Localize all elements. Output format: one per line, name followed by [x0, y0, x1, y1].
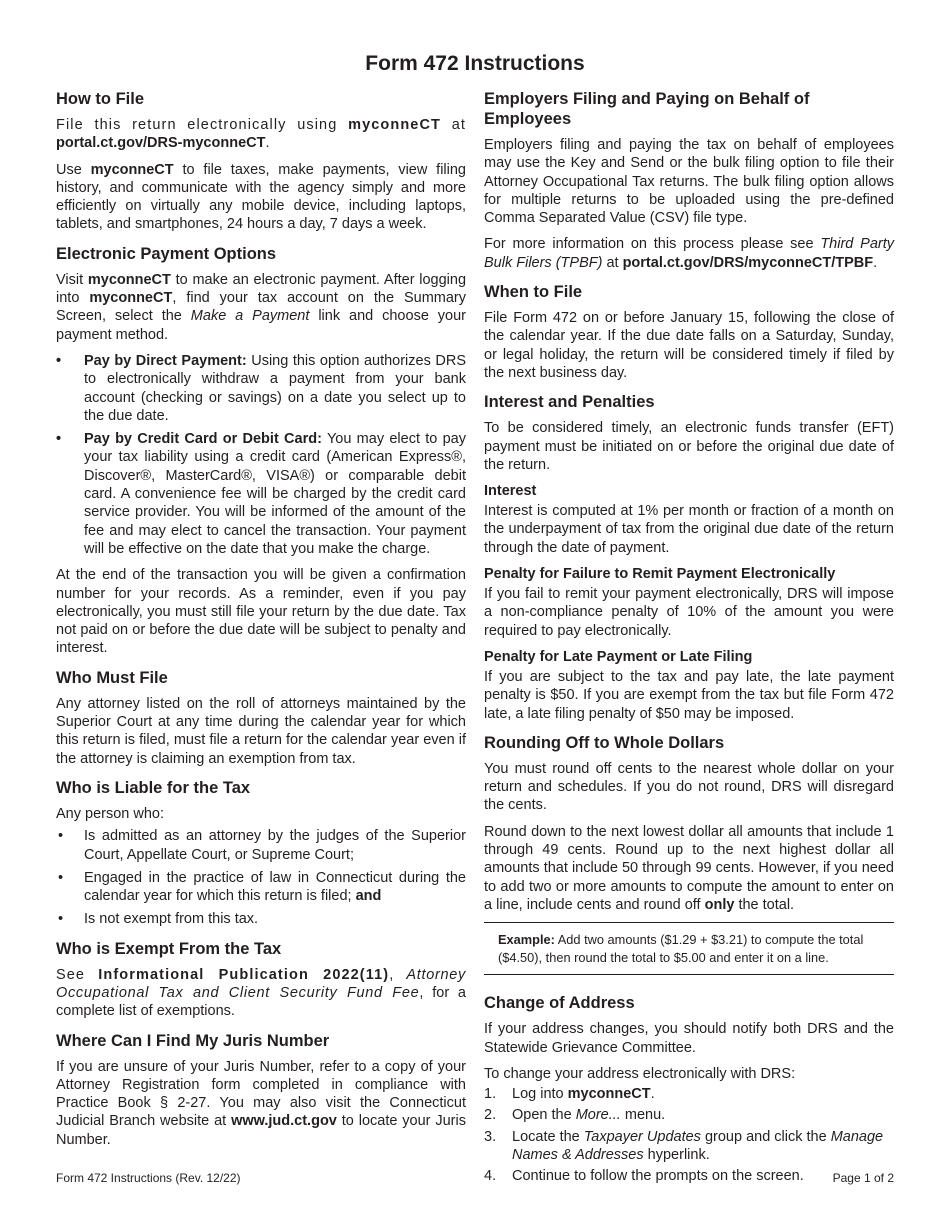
section-who-is-liable: [56, 778, 466, 929]
section-who-must-file: [56, 668, 466, 768]
heading-who-must-file: Who Must File: [56, 668, 168, 687]
heading-interest-penalties: Interest and Penalties: [484, 393, 655, 412]
footer-form-revision: Form 472 Instructions (Rev. 12/22): [56, 1171, 241, 1185]
section-electronic-payment: [56, 244, 466, 658]
how-to-file-paragraph-1: File this return electronically using myconneCT at portal.ct.gov/DRS-myconneCT.: [56, 117, 466, 152]
who-is-liable-intro: Any person who:: [56, 805, 165, 822]
list-item: 4. Continue to follow the prompts on the screen.: [484, 1168, 804, 1185]
rounding-paragraph-2: Round down to the next lowest dollar all amounts that include 1 through 49 cents. Round up to the next highest dollar all amounts that include 50 through 99 cents. However, if you need to add two or more amounts to compute the amount to enter on a line, include cents and round off only the total.: [484, 823, 894, 913]
who-must-file-paragraph: Any attorney listed on the roll of attorneys maintained by the Superior Court at any time during the calendar year for which this return is filed, must file a return for the calendar year even if the attorney is claiming an exemption from tax.: [56, 695, 466, 767]
right-column: [484, 89, 894, 1196]
rounding-paragraph-1: You must round off cents to the nearest whole dollar on your return and schedules. If you do not round, DRS will disregard the cents.: [484, 760, 894, 814]
list-item: 1. Log into myconneCT.: [484, 1086, 655, 1103]
bullet-icon: •: [56, 352, 62, 369]
list-item: 2. Open the More... menu.: [484, 1107, 666, 1124]
interest-paragraph-1: To be considered timely, an electronic funds transfer (EFT) payment must be initiated on or before the original due date of the return.: [484, 420, 894, 473]
tpbf-link[interactable]: portal.ct.gov/DRS/myconneCT/TPBF: [622, 254, 874, 271]
list-item: • Engaged in the practice of law in Connecticut during the calendar year for which this return is filed; and: [58, 869, 466, 905]
publication-link[interactable]: Informational Publication 2022(11): [98, 966, 390, 983]
heading-who-is-exempt: Who is Exempt From the Tax: [56, 939, 282, 958]
portal-link[interactable]: portal.ct.gov/DRS-myconneCT: [56, 135, 266, 152]
bullet-icon: •: [58, 911, 64, 928]
heading-how-to-file: How to File: [56, 90, 144, 108]
heading-change-of-address: Change of Address: [484, 994, 635, 1013]
payment-paragraph-2: At the end of the transaction you will be given a confirmation number for your records. As a reminder, even if you pay electronically, you must still file your return by the due date. Tax not paid on or before the due date will be subject to penalty and interest.: [56, 567, 466, 657]
who-is-exempt-paragraph: See Informational Publication 2022(11), Attorney Occupational Tax and Client Security Fund Fee, for a complete list of exemptions.: [56, 966, 467, 1020]
jud-website-link[interactable]: www.jud.ct.gov: [231, 1113, 337, 1130]
address-paragraph-2: To change your address electronically with DRS:: [484, 1065, 796, 1082]
interest-paragraph-4: If you are subject to the tax and pay late, the late payment penalty is $50. If you are exempt from the tax but file Form 472 late, a late filing penalty of $50 may be imposed.: [484, 668, 894, 722]
heading-juris-number: Where Can I Find My Juris Number: [56, 1031, 330, 1050]
section-rounding: [484, 733, 894, 975]
subheading-interest: Interest: [484, 483, 537, 500]
address-paragraph-1: If your address changes, you should notify both DRS and the Statewide Grievance Committee.: [484, 1021, 894, 1056]
heading-rounding: Rounding Off to Whole Dollars: [484, 733, 725, 752]
page-title: Form 472 Instructions: [365, 52, 585, 75]
section-how-to-file: [56, 89, 466, 234]
interest-paragraph-2: Interest is computed at 1% per month or fraction of a month on the underpayment of tax from the original due date of the return through the date of payment.: [484, 503, 894, 556]
juris-paragraph: If you are unsure of your Juris Number, refer to a copy of your Attorney Registration form completed in compliance with Practice Book § 2-27. You may also visit the Connecticut Judicial Branch website at www.jud.ct.gov to locate your Juris Number.: [56, 1058, 466, 1148]
subheading-penalty-electronic: Penalty for Failure to Remit Payment Electronically: [484, 566, 836, 583]
employers-paragraph-2: For more information on this process please see Third Party Bulk Filers (TPBF) at portal.ct.gov/DRS/myconneCT/TPBF.: [484, 236, 894, 271]
section-interest-penalties: [484, 392, 894, 723]
footer-page-number: Page 1 of 2: [832, 1171, 894, 1185]
heading-employers: Employers Filing and Paying on Behalf of Employees: [484, 90, 810, 128]
section-when-to-file: [484, 282, 894, 382]
list-item: • Pay by Direct Payment: Using this option authorizes DRS to electronically withdraw a payment from your bank account (checking or savings) on a date you select up to the due date.: [56, 352, 466, 424]
when-to-file-paragraph: File Form 472 on or before January 15, following the close of the calendar year. If the due date falls on a Saturday, Sunday, or legal holiday, the return will be considered timely if filed by the next business day.: [484, 310, 894, 381]
subheading-penalty-late: Penalty for Late Payment or Late Filing: [484, 648, 753, 665]
example-box: Example: Add two amounts ($1.29 + $3.21) to compute the total ($4.50), then round the total to $5.00 and enter it on a line.: [484, 922, 894, 975]
section-employers: [484, 89, 894, 272]
employers-paragraph-1: Employers filing and paying the tax on behalf of employees may use the Key and Send or the bulk filing option to file their Attorney Occupational Tax returns. The bulk filing option allows for multiple returns to be uploaded using the pre-defined Comma Separated Value (CSV) file type.: [484, 137, 894, 227]
bullet-icon: •: [58, 869, 64, 886]
bullet-icon: •: [56, 431, 62, 448]
interest-paragraph-3: If you fail to remit your payment electronically, DRS will impose a non-compliance penalty of 10% of the amount you were required to pay electronically.: [484, 586, 894, 639]
list-item: • Is admitted as an attorney by the judges of the Superior Court, Appellate Court, or Supreme Court;: [58, 828, 466, 863]
heading-when-to-file: When to File: [484, 283, 583, 302]
how-to-file-paragraph-2: Use myconneCT to file taxes, make payments, view filing history, and communicate with the agency simply and more efficiently on virtually any mobile device, including laptops, tablets, and smartphones, 24 hours a day, 7 days a week.: [56, 161, 466, 233]
liable-list: [56, 827, 466, 928]
myconnect-link[interactable]: myconneCT: [348, 117, 441, 133]
section-who-is-exempt: [56, 939, 466, 1021]
section-change-of-address: [484, 993, 894, 1185]
list-item: • Is not exempt from this tax.: [58, 911, 259, 928]
heading-electronic-payment: Electronic Payment Options: [56, 244, 277, 263]
list-item: 3. Locate the Taxpayer Updates group and click the Manage Names & Addresses hyperlink.: [484, 1128, 884, 1163]
payment-options-list: [56, 352, 466, 558]
list-item: • Pay by Credit Card or Debit Card: You may elect to pay your tax liability using a credit card (American Express®, Discover®, MasterCard®, VISA®) or comparable debit card. A convenience fee will be charged by the credit card service provider. You will be informed of the amount of the fee and may elect to cancel the transaction. Your payment will be effective on the date that you make the charge.: [56, 431, 466, 557]
section-juris-number: [56, 1031, 466, 1149]
bullet-icon: •: [58, 828, 64, 845]
heading-who-is-liable: Who is Liable for the Tax: [56, 778, 251, 797]
left-column: [56, 89, 466, 1159]
payment-paragraph-1: Visit myconneCT to make an electronic payment. After logging into myconneCT, find your tax account on the Summary Screen, select the Make a Payment link and choose your payment method.: [56, 271, 467, 343]
